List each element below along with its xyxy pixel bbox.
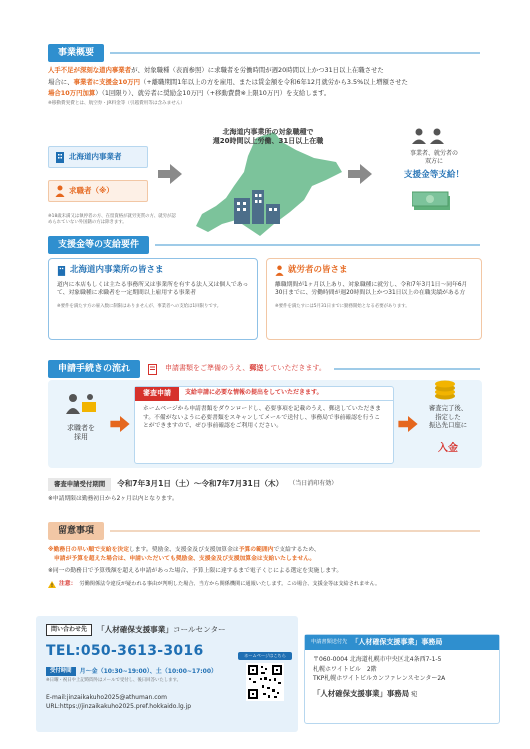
employer-tag xyxy=(48,146,148,168)
warning-icon xyxy=(48,581,56,588)
result-big: 支援金等支給！ xyxy=(403,170,465,180)
step2-title: 審査申請 xyxy=(135,387,179,401)
building-icon xyxy=(57,265,66,276)
requirements-title: 支援金等の支給要件 xyxy=(48,236,149,254)
period-label: 審査申請受付期間 xyxy=(48,478,111,491)
mail-addressee: 「人材確保支援事業」事務局 xyxy=(313,689,410,699)
period-note: （当日消印有効） xyxy=(289,480,338,488)
application-period xyxy=(48,478,482,491)
mail-addr3: TKP札幌ホワイトビルカンファレンスセンター2A xyxy=(313,675,446,683)
overview-note: ※移動費実費とは、航空券・JR料金等（引越費用等は含みません） xyxy=(48,100,186,106)
person-icon xyxy=(55,185,65,197)
qr-code-icon[interactable] xyxy=(246,663,284,701)
arrow-right-icon-2 xyxy=(348,164,372,184)
step3-text: 審査完了後、 指定した 振込先口座に xyxy=(428,404,468,430)
notes-header xyxy=(48,522,480,540)
coins-icon xyxy=(432,378,458,400)
money-icon xyxy=(412,190,452,212)
seeker-label: 求職者（※） xyxy=(69,185,114,195)
worker-requirement-note: ※要件を満たすには5月31日までに勤務開始となる必要があります。 xyxy=(275,304,410,310)
notes-title: 留意事項 xyxy=(48,522,104,540)
mail-to-label: 申請書類送付先 xyxy=(311,639,348,646)
document-icon xyxy=(148,364,157,375)
mail-addr1: 〒060-0004 北海道札幌市中央区北4条西7-1-5 xyxy=(313,656,442,664)
mail-addr2: 札幌ホワイトビル 2階 xyxy=(313,665,377,673)
requirements-header xyxy=(48,236,480,254)
procedure-header xyxy=(48,360,480,378)
step2-body: ホームページから申請書類をダウンロードし、必要事項を記載のうえ、郵送していただきます。不備がないように必要書類をスキャンしてメールで送付し、事務局で事前確認を行うことができますので、ぜひ事前確認をご利用ください。 xyxy=(143,406,381,430)
procedure-title: 申請手続きの流れ xyxy=(48,360,140,378)
contact-name: 「人材確保支援事業」コールセンター xyxy=(97,624,226,634)
result-text: 事業者、就労者の 双方に xyxy=(409,150,458,166)
procedure-notice: 申請書類をご準備のうえ、郵送していただきます。 xyxy=(165,364,326,373)
employer-requirement-body: 道内に本店もしくは主たる事務所又は事業所を有する法人又は個人であって、対象職種に求職者を一定期間以上雇用する事業者 xyxy=(57,282,249,297)
worker-requirement-title: 就労者の皆さま xyxy=(288,265,348,275)
overview-title: 事業概要 xyxy=(48,44,104,62)
contact-email[interactable]: E-mail:jinzaikakuho2025@athuman.com xyxy=(46,694,168,702)
person-icon xyxy=(275,265,284,276)
overview-text: 人手不足が深刻な道内事業者が、対象職種（表面参照）に求職者を労働時間が週20時間以上かつ31日以上在職させた 場合に、事業者に支援金10万円（+離職期間1年以上の方を雇用、または賃金額を令和6年12月就労から3.5%以上増額させた 場合10万円加算）（1回限り）、就労者に奨励金10万円（+移動費費※上限10万円）を支給します。 ※移動費実費とは、航空券・JR料金等（引越費用等は含みません） xyxy=(48,66,488,107)
period-value: 令和7年3月1日（土）～令和7年7月31日（木） xyxy=(117,479,284,489)
employer-requirement-note: ※要件を満たす方の雇入数に制限はありませんが、事業者への支給は1回限りです。 xyxy=(57,304,222,310)
worker-requirement-card xyxy=(266,258,482,340)
arrow-right-icon xyxy=(158,164,182,184)
arrow-right-icon-4 xyxy=(398,416,418,432)
seeker-tag xyxy=(48,180,148,202)
step1-text: 求職者を 採用 xyxy=(67,424,95,442)
homepage-qr-block xyxy=(238,652,292,704)
step2-card xyxy=(134,386,394,464)
contact-tel[interactable]: TEL:050-3613-3016 xyxy=(46,643,204,660)
mail-to-panel: 申請書類送付先 「人材確保支援事業」事務局 〒060-0004 北海道札幌市中央区北4条西7-1-5 札幌ホワイトビル 2階 TKP札幌ホワイトビルカンファレンスセンター2A 「人材確保支援事業」事務局 宛 xyxy=(304,634,500,724)
arrow-right-icon-3 xyxy=(110,416,130,432)
mail-to-office: 「人材確保支援事業」事務局 xyxy=(351,638,443,646)
people-icon xyxy=(412,128,446,144)
building-icon xyxy=(55,151,65,163)
employer-requirement-card xyxy=(48,258,258,340)
contact-url[interactable]: URL:https://jinzaikakuho2025.pref.hokkaido.lg.jp xyxy=(46,703,192,711)
contact-label: 問い合わせ先 xyxy=(46,624,92,636)
hours-value: 月～金（10:30~19:00）、土（10:00~17:00） xyxy=(79,667,218,675)
hours-note: ※日曜・祝日や上記時間外はメールで受付し、後日回答いたします。 xyxy=(46,678,181,684)
worker-requirement-body: 離職期間が1ヶ月以上あり、対象職種に就労し、令和7年3月1日～同年6月30日までに、労働時間が週20時間以上かつ31日以上の在職実績がある方 xyxy=(275,282,468,297)
employer-requirement-title: 北海道内事業所の皆さま xyxy=(70,265,164,275)
step2-sub: 支給申請に必要な情報の提出をしていただきます。 xyxy=(185,389,323,397)
hours-label: 受付時間 xyxy=(46,667,76,676)
overview-header xyxy=(48,44,480,62)
notes-body: ※勤務日の早い順で支給を決定します。奨励金、支援金及び支援加算金は予算の範囲内で支給するため、 申請が予算を超えた場合は、申請いただいても奨励金、支援金及び支援加算金は支給いたしません。 ※同一の勤務日で予算残額を超える申請があった場合、予算上限に達するまで電子くじによる選定を実施します。 注意： 労働関係法令違反が疑われる事由が判明した場合、当方から関係機関に通報いたします。この場合、支援金等は支給されません。 xyxy=(48,547,381,588)
homepage-label: ホームページはこちら xyxy=(238,652,292,660)
interview-icon xyxy=(64,392,98,418)
period-note2: ※申請期限は勤務初日から2ヶ月以内となります。 xyxy=(48,496,178,502)
map-caption: 北海道内事業所の対象職種で 週20時間以上労働、31日以上在職 xyxy=(212,128,324,146)
step3-big: 入金 xyxy=(438,443,458,454)
seeker-note: ※18歳未満又は執停者の方、在留資格が就労実質の方、就労が認められていない外国籍の方は除きます。 xyxy=(48,214,176,225)
employer-label: 北海道内事業者 xyxy=(69,151,122,161)
